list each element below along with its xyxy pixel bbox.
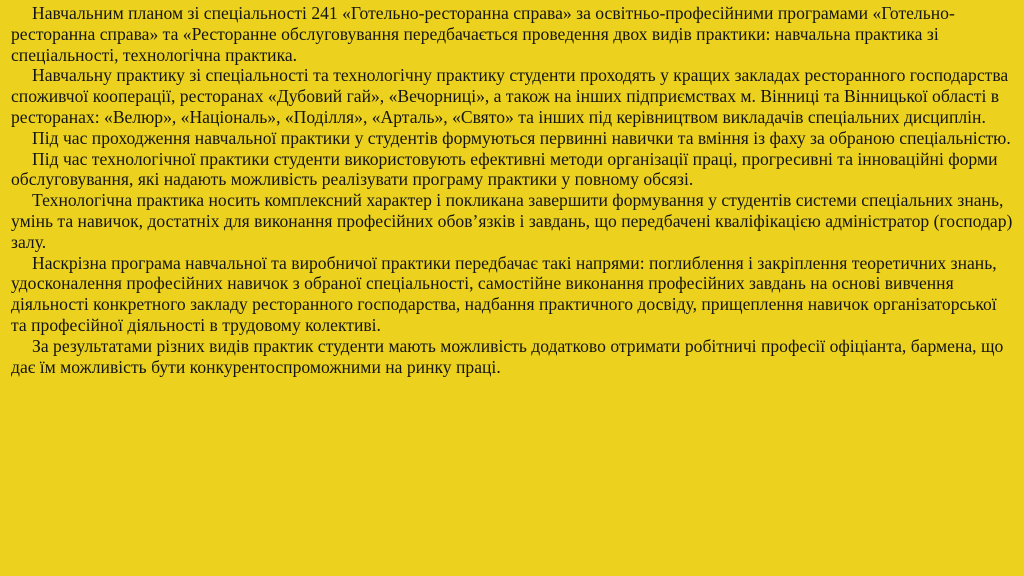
paragraph-results: За результатами різних видів практик студенти мають можливість додатково отримати робітничі професії офіціанта, бармена, що дає їм можливість бути конкурентоспроможними на ринку праці. bbox=[11, 335, 1004, 377]
slide-body-text bbox=[11, 3, 1014, 377]
paragraph-practice-locations: Навчальну практику зі спеціальності та технологічну практику студенти проходять у кращих закладах ресторанного господарства споживчої кооперації, ресторанах «Дубовий гай», «Вечорниці», а також на інших підприємствах м. Вінниці та Вінницької області в ресторанах: «Велюр», «Національ», «Поділля», «Арталь», «Свято» та інших під керівництвом викладачів спеціальних дисциплін. bbox=[11, 65, 1009, 127]
paragraph-technological-practice-methods: Під час технологічної практики студенти використовують ефективні методи організації праці, прогресивні та інноваційні форми обслуговування, які надають можливість реалізувати програму практики у повному обсязі. bbox=[11, 148, 998, 190]
paragraph-technological-practice-goal: Технологічна практика носить комплексний характер і покликана завершити формування у студентів системи спеціальних знань, умінь та навичок, достатніх для виконання професійних обов’язків і завдань, що передбачені кваліфікацією адміністратор (господар) залу. bbox=[11, 190, 1013, 252]
paragraph-end-to-end-program: Наскрізна програма навчальної та виробничої практики передбачає такі напрями: поглиблення і закріплення теоретичних знань, удосконалення професійних навичок з обраної спеціальності, самостійне виконання професійних завдань на основі вивчення діяльності конкретного закладу ресторанного господарства, надбання практичного досвіду, прищеплення навичок організаторської та професійної діяльності в трудовому колективі. bbox=[11, 252, 997, 335]
paragraph-educational-practice: Під час проходження навчальної практики у студентів формуються первинні навички та вміння із фаху за обраною спеціальністю. bbox=[32, 127, 1011, 148]
paragraph-curriculum: Навчальним планом зі спеціальності 241 «Готельно-ресторанна справа» за освітньо-професійними програмами «Готельно-ресторанна справа» та «Ресторанне обслуговування передбачається проведення двох видів практики: навчальна практика зі спеціальності, технологічна практика. bbox=[11, 3, 955, 65]
